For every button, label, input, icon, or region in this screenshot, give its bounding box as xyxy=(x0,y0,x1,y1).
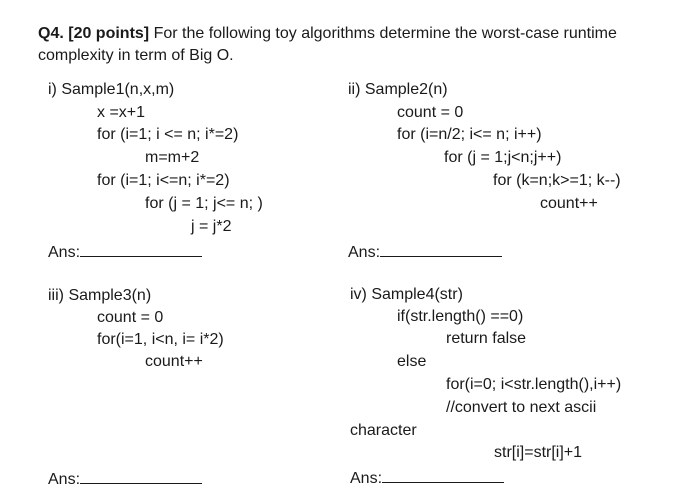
sample1-line: x =x+1 xyxy=(97,104,146,121)
answer-label: Ans: xyxy=(348,244,381,261)
sample1-line: for (i=1; i <= n; i*=2) xyxy=(97,126,239,143)
sample2-answer xyxy=(348,240,502,263)
sample1-answer xyxy=(48,240,202,263)
sample2-title: ii) Sample2(n) xyxy=(348,81,448,98)
sample2-line: for (k=n;k>=1; k--) xyxy=(493,172,621,189)
answer-label: Ans: xyxy=(350,470,383,487)
sample3-line: count++ xyxy=(145,353,203,370)
sample1-line: m=m+2 xyxy=(145,149,200,166)
question-header xyxy=(38,24,617,44)
sample4-line: //convert to next ascii xyxy=(446,399,597,416)
question-text-line1: For the following toy algorithms determine the worst-case runtime xyxy=(153,25,617,42)
answer-label: Ans: xyxy=(48,244,81,261)
sample2-line: count++ xyxy=(540,195,598,212)
sample1-line: for (i=1; i<=n; i*=2) xyxy=(97,172,230,189)
sample2-line: for (j = 1;j<n;j++) xyxy=(444,149,562,166)
sample4-line: return false xyxy=(446,330,527,347)
sample3-line: count = 0 xyxy=(97,309,164,326)
sample4-line: for(i=0; i<str.length(),i++) xyxy=(446,376,622,393)
sample1-line: j = j*2 xyxy=(191,218,232,235)
question-label: Q4. [20 points] xyxy=(38,25,150,42)
sample4-title: iv) Sample4(str) xyxy=(350,286,463,303)
sample3-line: for(i=1, i<n, i= i*2) xyxy=(97,331,224,348)
sample4-line: character xyxy=(350,422,417,439)
sample4-line: str[i]=str[i]+1 xyxy=(494,444,583,461)
answer-blank[interactable] xyxy=(380,240,502,257)
answer-blank[interactable] xyxy=(80,467,202,484)
sample4-line: if(str.length() ==0) xyxy=(397,308,524,325)
sample3-title: iii) Sample3(n) xyxy=(48,287,152,304)
sample2-line: count = 0 xyxy=(397,104,464,121)
sample4-line: else xyxy=(397,353,427,370)
sample4-answer xyxy=(350,466,504,489)
sample3-answer xyxy=(48,467,202,490)
sample1-title: i) Sample1(n,x,m) xyxy=(48,81,175,98)
answer-blank[interactable] xyxy=(382,466,504,483)
sample1-line: for (j = 1; j<= n; ) xyxy=(145,195,263,212)
question-text-line2: complexity in term of Big O. xyxy=(38,47,234,64)
sample2-line: for (i=n/2; i<= n; i++) xyxy=(397,126,542,143)
answer-blank[interactable] xyxy=(80,240,202,257)
answer-label: Ans: xyxy=(48,471,81,488)
